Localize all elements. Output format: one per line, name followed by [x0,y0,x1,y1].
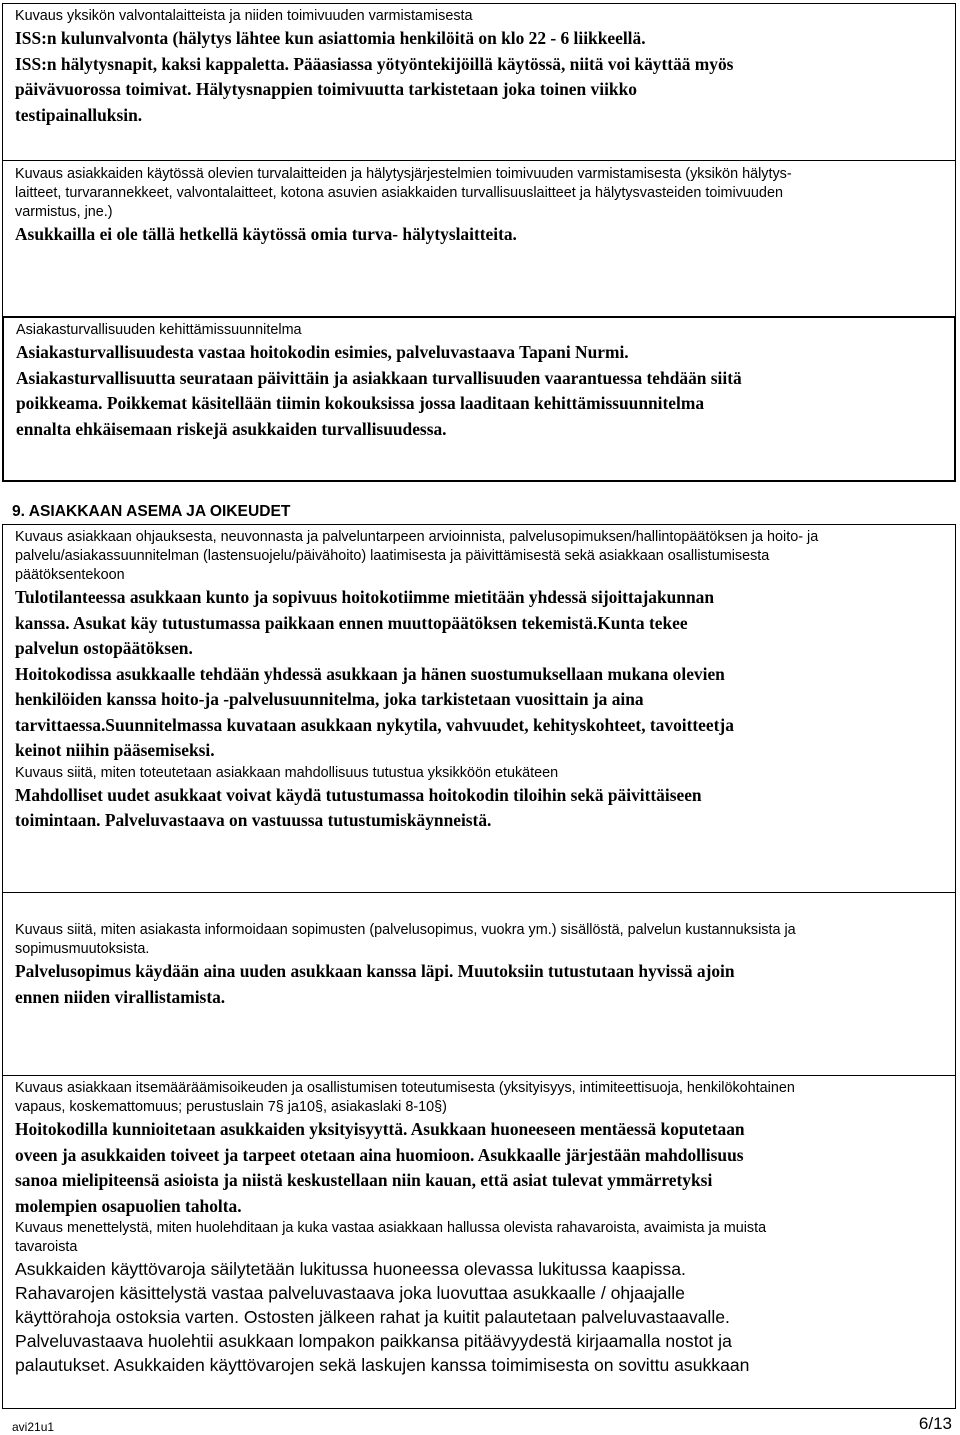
self-determination-answer-line: oveen ja asukkaiden toiveet ja tarpeet otetaan aina huomioon. Asukkaalle järjestään mahdollisuus [15,1144,744,1165]
guidance-answer-line: Hoitokodissa asukkaalle tehdään yhdessä asukkaan ja hänen suostumuksellaan mukana olevien [15,663,725,684]
visit-answer-line: Mahdolliset uudet asukkaat voivat käydä tutustumassa hoitokodin tiloihin sekä päivittäiseen [15,784,702,805]
guidance-answer-line: keinot niihin pääsemiseksi. [15,740,215,760]
contracts-answer-line: ennen niiden virallistamista. [15,986,226,1007]
monitoring-answer-line: ISS:n hälytysnapit, kaksi kappaletta. Pääasiassa yötyöntekijöillä käytössä, niitä voi käyttää myös [15,53,734,74]
self-determination-answer-line: Hoitokodilla kunnioitetaan asukkaiden yksityisyyttä. Asukkaan huoneeseen mentäessä koputetaan [15,1119,745,1139]
development-plan-answer-line: ennalta ehkäisemaan riskejä asukkaiden turvallisuudessa. [16,418,447,439]
monitoring-devices-box [2,3,956,160]
development-plan-label: Asiakasturvallisuuden kehittämissuunnitelma [16,322,302,338]
section-heading: 9. ASIAKKAAN ASEMA JA OIKEUDET [12,503,291,520]
safety-development-plan-box [2,316,956,482]
guidance-label-line: päätöksentekoon [15,567,125,583]
monitoring-answer-line: päivävuorossa toimivat. Hälytysnappien toimivuutta tarkistetaan joka toinen viikko [15,79,637,99]
funds-label-line: tavaroista [15,1239,78,1255]
safety-devices-box [2,160,956,316]
guidance-answer-line: palvelun ostopäätöksen. [15,638,193,658]
visit-answer-line: toimintaan. Palveluvastaava on vastuussa tutustumiskäynneistä. [15,810,492,830]
monitoring-answer-line: testipainalluksin. [15,104,143,125]
guidance-label-line: Kuvaus asiakkaan ohjauksesta, neuvonnasta ja palveluntarpeen arvioinnista, palvelusopimuksen/hallintopäätöksen ja hoito- ja [15,529,819,545]
safety-devices-label-line: Kuvaus asiakkaiden käytössä olevien turvalaitteiden ja hälytysjärjestelmien toimivuuden varmistamisesta (yksikön hälytys- [15,166,792,182]
contracts-info-box [2,892,956,1075]
development-plan-answer-line: Asiakasturvallisuutta seurataan päivittäin ja asiakkaan turvallisuuden vaarantuessa tehdään siitä [16,367,742,388]
guidance-label-line: palvelu/asiakassuunnitelman (lastensuojelu/päivähoito) laatimisesta ja päivittämisestä sekä asiakkaan osallistumisesta [15,548,770,564]
contracts-answer-line: Palvelusopimus käydään aina uuden asukkaan kanssa läpi. Muutoksiin tutustutaan hyvissä ajoin [15,961,735,981]
funds-answer-line: Palveluvastaava huolehtii asukkaan lompakon paikkansa pitäävyydestä kirjaamalla nostot ja [15,1331,732,1351]
self-determination-box [2,1075,956,1409]
monitoring-answer-line: ISS:n kulunvalvonta (hälytys lähtee kun asiattomia henkilöitä on klo 22 - 6 liikkeellä. [15,28,646,48]
contracts-label-line: sopimusmuutoksista. [15,941,150,957]
self-determination-answer-line: molempien osapuolien taholta. [15,1195,242,1216]
development-plan-answer-line: Asiakasturvallisuudesta vastaa hoitokodin esimies, palveluvastaava Tapani Nurmi. [16,342,629,362]
guidance-answer-line: henkilöiden kanssa hoito-ja -palvelusuunnitelma, joka tarkistetaan vuosittain ja aina [15,689,644,709]
self-determination-label-line: vapaus, koskemattomuus; perustuslain 7§ ja10§, asiakaslaki 8-10§) [15,1099,447,1115]
funds-answer-line: Rahavarojen käsittelystä vastaa palveluvastaava joka luovuttaa asukkaalle / ohjaajalle [15,1283,685,1303]
funds-label-line: Kuvaus menettelystä, miten huolehditaan ja kuka vastaa asiakkaan hallussa olevista rahavaroista, avaimista ja muista [15,1220,767,1236]
self-determination-label-line: Kuvaus asiakkaan itsemääräämisoikeuden ja osallistumisen toteutumisesta (yksityisyys, intimiteettisuoja, henkilökohtainen [15,1080,795,1096]
client-guidance-box [2,524,956,892]
safety-devices-label-line: varmistus, jne.) [15,204,113,220]
document-id: avi21u1 [12,1420,55,1434]
section-heading-wrap [12,502,952,522]
development-plan-answer-line: poikkeama. Poikkemat käsitellään tiimin kokouksissa jossa laaditaan kehittämissuunnitelma [16,393,705,413]
visit-label: Kuvaus siitä, miten toteutetaan asiakkaan mahdollisuus tutustua yksikköön etukäteen [15,764,559,781]
guidance-answer-line: Tulotilanteessa asukkaan kunto ja sopivuus hoitokotiimme mietitään yhdessä sijoittajakunnan [15,587,715,607]
safety-devices-label-line: laitteet, turvarannekkeet, valvontalaitteet, kotona asuvien asiakkaiden turvallisuuslaitteet ja hälytysvasteiden toimivuuden [15,185,783,201]
page-number: 6/13 [918,1414,952,1433]
self-determination-answer-line: sanoa mielipiteensä asioista ja niistä keskustellaan niin kauan, että asiat tulevat ymmärretyksi [15,1170,713,1190]
safety-devices-answer: Asukkailla ei ole tällä hetkellä käytössä omia turva- hälytyslaitteita. [15,224,517,244]
funds-answer-line: käyttörahoja ostoksia varten. Ostosten jälkeen rahat ja kuitit palautetaan palveluvastaavalle. [15,1307,730,1327]
monitoring-devices-label: Kuvaus yksikön valvontalaitteista ja niiden toimivuuden varmistamisesta [15,8,473,24]
funds-answer-line: Asukkaiden käyttövaroja säilytetään lukitussa huoneessa olevassa lukitussa kaapissa. [15,1259,686,1279]
guidance-answer-line: tarvittaessa.Suunnitelmassa kuvataan asukkaan nykytila, vahvuudet, kehityskohteet, tavoitteetja [15,714,734,735]
contracts-label-line: Kuvaus siitä, miten asiakasta informoidaan sopimusten (palvelusopimus, vuokra ym.) sisällöstä, palvelun kustannuksista ja [15,922,796,938]
guidance-answer-line: kanssa. Asukat käy tutustumassa paikkaan ennen muuttopäätöksen tekemistä.Kunta tekee [15,612,688,633]
funds-answer-line: palautukset. Asukkaiden käyttövarojen sekä laskujen kanssa toimimisesta on sovittu asukkaan [15,1355,750,1375]
